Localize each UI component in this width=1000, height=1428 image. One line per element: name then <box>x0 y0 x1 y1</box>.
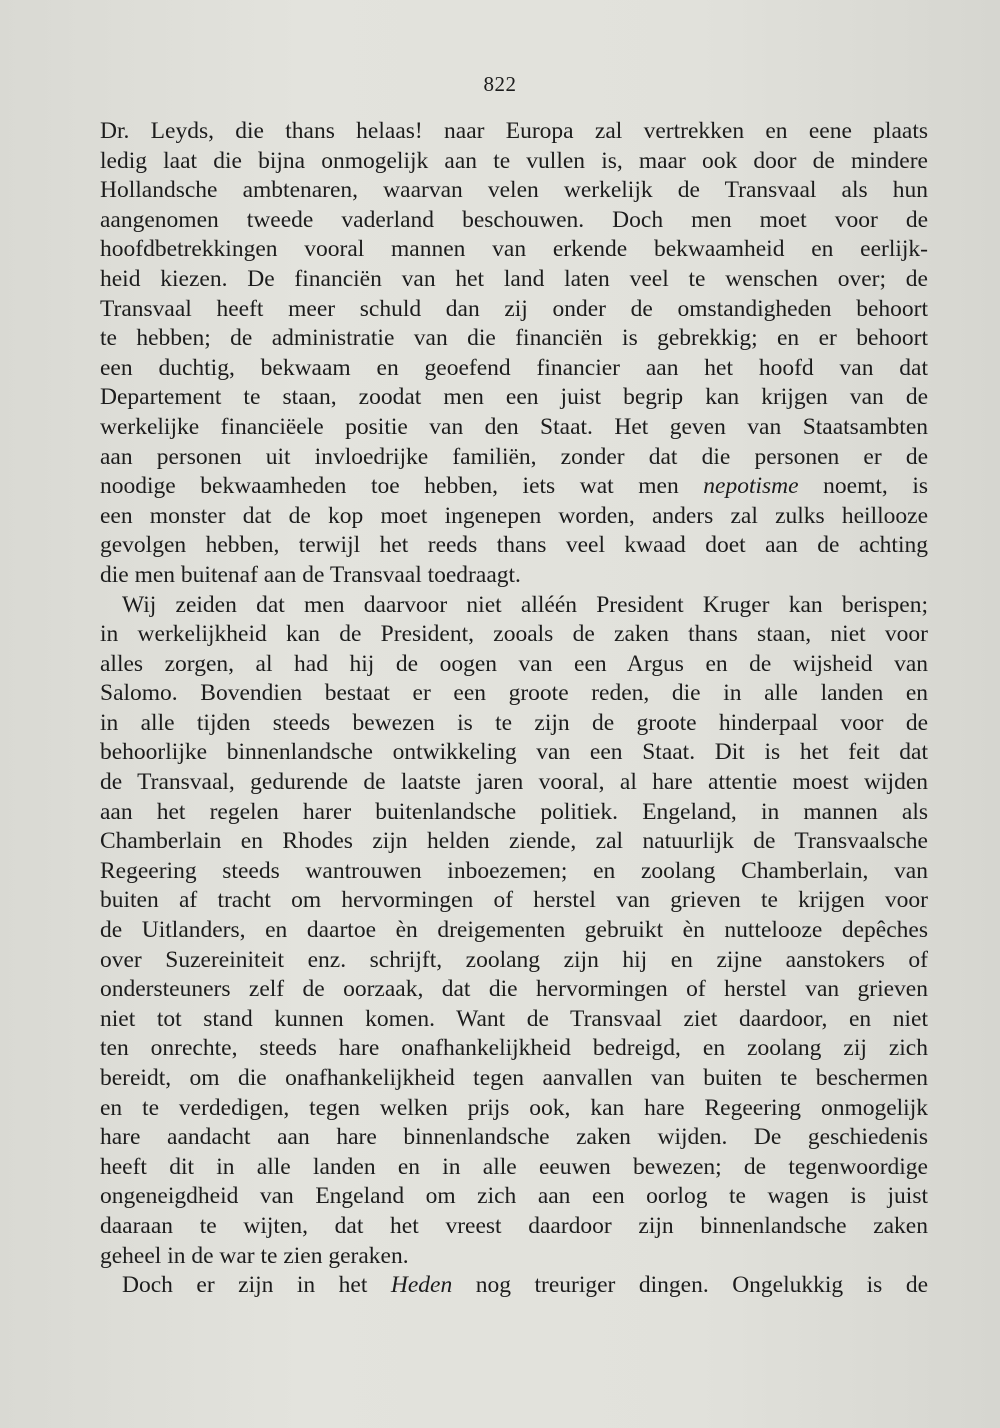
page-number: 822 <box>483 72 517 96</box>
italic-term: nepotisme <box>703 473 799 500</box>
text-line: Dr. Leyds, die thans helaas! naar Europa zal vertrekken en eene plaats <box>100 118 928 144</box>
text-line: aan personen uit invloedrijke familiën, zonder dat die personen er de <box>100 443 928 470</box>
text-line: ondersteuners zelf de oorzaak, dat die hervormingen of herstel van grieven <box>100 976 928 1003</box>
text-line: bereidt, om die onafhankelijkheid tegen aanvallen van buiten te beschermen <box>100 1065 928 1091</box>
text-line: alles zorgen, al had hij de oogen van een Argus en de wijsheid van <box>100 650 928 677</box>
text-line: Salomo. Bovendien bestaat er een groote reden, die in alle landen en <box>100 680 928 707</box>
text-line: Regeering steeds wantrouwen inboezemen; en zoolang Chamberlain, van <box>100 857 928 884</box>
text-line: de Transvaal, gedurende de laatste jaren vooral, al hare attentie moest wijden <box>100 769 928 796</box>
text-line: over Suzereiniteit enz. schrijft, zoolang zijn hij en zijne aanstokers of <box>100 946 928 973</box>
text-line: noodige bekwaamheden toe hebben, iets wat men nepotisme noemt, is <box>100 473 928 500</box>
text-line: hare aandacht aan hare binnenlandsche zaken wijden. De geschiedenis <box>100 1124 928 1151</box>
text-line: ongeneigdheid van Engeland om zich aan een oorlog te wagen is juist <box>100 1183 928 1210</box>
text-line: een monster dat de kop moet ingenepen worden, anders zal zulks heillooze <box>100 502 928 529</box>
text-line: in alle tijden steeds bewezen is te zijn de groote hinderpaal voor de <box>100 709 928 736</box>
text-line: een duchtig, bekwaam en geoefend financier aan het hoofd van dat <box>100 354 928 381</box>
text-line: Wij zeiden dat men daarvoor niet alléén President Kruger kan berispen; <box>122 591 928 618</box>
text-line: Chamberlain en Rhodes zijn helden ziende, zal natuurlijk de Transvaalsche <box>100 828 928 855</box>
text-line: aan het regelen harer buitenlandsche politiek. Engeland, in mannen als <box>100 798 928 825</box>
text-line: geheel in de war te zien geraken. <box>100 1242 409 1269</box>
body-text <box>100 117 928 1301</box>
text-line: hoofdbetrekkingen vooral mannen van erkende bekwaamheid en eerlijk- <box>100 236 928 263</box>
text-line: werkelijke financiëele positie van den Staat. Het geven van Staatsambten <box>100 413 928 440</box>
text-line: heeft dit in alle landen en in alle eeuwen bewezen; de tegenwoordige <box>100 1153 928 1180</box>
text-line: de Uitlanders, en daartoe èn dreigementen gebruikt èn nuttelooze depêches <box>100 917 928 944</box>
text-line: Departement te staan, zoodat men een juist begrip kan krijgen van de <box>100 384 928 411</box>
italic-term: Heden <box>390 1272 453 1299</box>
text-line: aangenomen tweede vaderland beschouwen. Doch men moet voor de <box>100 206 928 233</box>
text-line: Doch er zijn in het Heden nog treuriger dingen. Ongelukkig is de <box>122 1272 928 1299</box>
text-line: ledig laat die bijna onmogelijk aan te vullen is, maar ook door de mindere <box>100 147 928 174</box>
text-line: die men buitenaf aan de Transvaal toedraagt. <box>100 561 521 588</box>
text-line: gevolgen hebben, terwijl het reeds thans veel kwaad doet aan de achting <box>100 532 928 559</box>
text-line: behoorlijke binnenlandsche ontwikkeling van een Staat. Dit is het feit dat <box>100 739 928 766</box>
text-line: ten onrechte, steeds hare onafhankelijkheid bedreigd, en zoolang zij zich <box>100 1035 928 1062</box>
text-line: heid kiezen. De financiën van het land laten veel te wenschen over; de <box>100 265 928 292</box>
text-line: Transvaal heeft meer schuld dan zij onder de omstandigheden behoort <box>100 295 928 322</box>
text-line: buiten af tracht om hervormingen of herstel van grieven te krijgen voor <box>100 887 928 914</box>
text-line: te hebben; de administratie van die financiën is gebrekkig; en er behoort <box>100 325 928 352</box>
text-line: daaraan te wijten, dat het vreest daardoor zijn binnenlandsche zaken <box>100 1212 928 1239</box>
text-line: Hollandsche ambtenaren, waarvan velen werkelijk de Transvaal als hun <box>100 177 928 204</box>
text-line: en te verdedigen, tegen welken prijs ook, kan hare Regeering onmogelijk <box>100 1094 928 1121</box>
text-line: niet tot stand kunnen komen. Want de Transvaal ziet daardoor, en niet <box>100 1005 928 1032</box>
text-line: in werkelijkheid kan de President, zooals de zaken thans staan, niet voor <box>100 621 928 648</box>
